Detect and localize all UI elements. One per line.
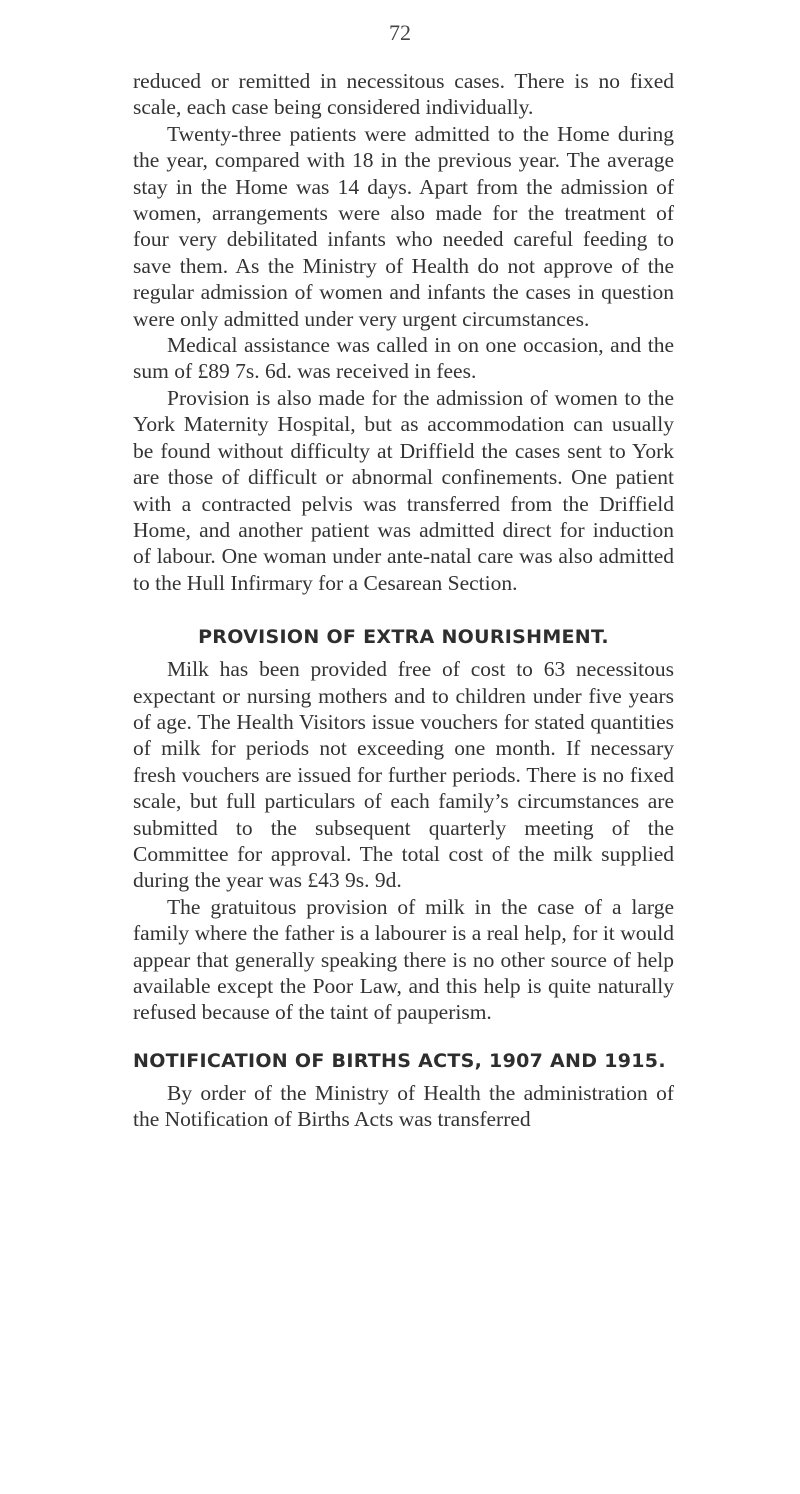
page-body xyxy=(133,68,674,1133)
paragraph-patients-admitted: Twenty-three patients were admitted to the Home during the year, compared with 18 in the previous year. The average stay in the Home was 14 days. Apart from the admission of women, arrangements were also made for the treatment of four very debilitated infants who needed careful feeding to save them. As the Ministry of Health do not approve of the regular admission of women and infants the cases in question were only admitted under very urgent circumstances. xyxy=(133,121,674,331)
paragraph-notification-transfer: By order of the Ministry of Health the administration of the Notification of Births Acts was transferred xyxy=(133,1080,674,1132)
heading-extra-nourishment: PROVISION OF EXTRA NOURISHMENT. xyxy=(198,626,609,649)
paragraph-gratuitous-milk: The gratuitous provision of milk in the case of a large family where the father is a labourer is a real help, for it would appear that generally speaking there is no other source of help available except the Poor Law, and this help is quite naturally refused because of the taint of pauperism. xyxy=(133,894,674,1025)
paragraph-york-maternity: Provision is also made for the admission of women to the York Maternity Hospital, but as accommodation can usually be found without difficulty at Driffield the cases sent to York are those of difficult or abnormal confinements. One patient with a contracted pelvis was transferred from the Driffield Home, and another patient was admitted direct for induction of labour. One woman under ante-natal care was also admitted to the Hull Infirmary for a Cesarean Section. xyxy=(133,385,674,595)
paragraph-milk-provided: Milk has been provided free of cost to 63 necessitous expectant or nursing mothers and to children under five years of age. The Health Visitors issue vouchers for stated quantities of milk for periods not exceeding one month. If necessary fresh vouchers are issued for further periods. There is no fixed scale, but full particulars of each family’s circumstances are submitted to the subsequent quarterly meeting of the Committee for approval. The total cost of the milk supplied during the year was £43 9s. 9d. xyxy=(133,657,674,893)
page-number: 72 xyxy=(389,20,411,45)
paragraph-fees-continued: reduced or remitted in necessitous cases. There is no fixed scale, each case being considered individually. xyxy=(133,69,674,120)
heading-notification-of-births: NOTIFICATION OF BIRTHS ACTS, 1907 AND 1915. xyxy=(133,1049,666,1072)
paragraph-medical-assistance: Medical assistance was called in on one occasion, and the sum of £89 7s. 6d. was received in fees. xyxy=(133,333,674,384)
